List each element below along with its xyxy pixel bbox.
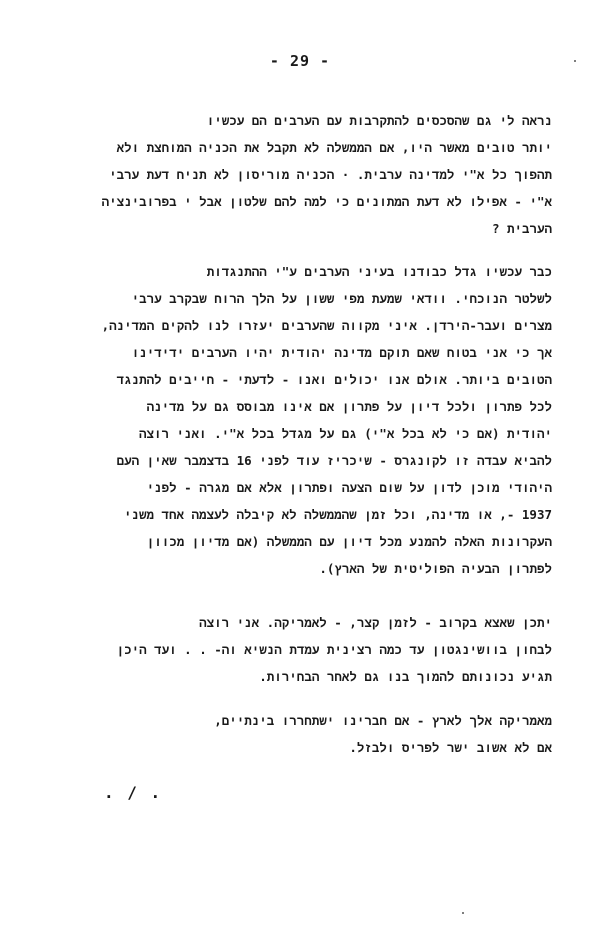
text-line: לשלטר הנוכחי. וודאי שמעת מפי ששון על הלך הרוח שבקרב ערבי (131, 291, 552, 306)
text-line: מצרים ועבר-הירדן. איני מקווה שהערבים יעזרו לנו להקים המדינה, (101, 318, 552, 333)
text-line: תגיע נכונותם להמוך בנו גם לאחר הבחירות. (259, 669, 552, 684)
text-line: יהודית (אם כי לא בכל א"י) גם על מגדל בכל א"י. ואני רוצה (139, 426, 552, 441)
text-line: לכל פתרון ולכל דיון על פתרון אם אינו מבוסס גם על מדינה (146, 399, 552, 414)
text-line: הערבית ? (491, 221, 552, 236)
text-line: אך כי אני בטוח שאם תוקם מדינה יהודית יהיו הערבים ידידינו (131, 345, 552, 360)
text-line: העקרונות האלה להמנע מכל דיון עם הממשלה (אם מדיון מכוון (146, 534, 552, 549)
scan-speck (574, 60, 576, 62)
scan-speck (462, 912, 464, 914)
text-line: 1937 -, או מדינה, וכל זמן שהממשלה לא קיבלה לעצמה אחד משני (123, 507, 552, 522)
text-line: תהפוך כל א"י למדינה ערבית. · הכניה מוריסון לא תניח דעת ערבי (109, 167, 552, 182)
text-line: יותר טובים מאשר היו, אם הממשלה לא תקבל את הכניה המוחצת ולא (116, 140, 552, 155)
text-line: אם לא אשוב ישר לפריס ולבזל. (349, 740, 552, 755)
text-line: להביא עבדה זו לקונגרס - שיכריז עוד לפני 16 בדצמבר שאין העם (116, 453, 552, 468)
text-line: היהודי מוכן לדון על שום הצעה ופתרון אלא אם מגרה - לפני (146, 480, 552, 495)
paragraph-3 (42, 609, 552, 690)
text-line: כבר עכשיו גדל כבודנו בעיני הערבים ע"י ההתנגדות (206, 264, 552, 279)
page-number: - 29 - (269, 52, 331, 70)
text-line: הטובים ביותר. אולם אנו יכולים ואנו - לדעתי - חייבים להתנגד (116, 372, 552, 387)
text-line: לבחון בוושינגטון עד כמה רצינית עמדת הנשיא וה- . . ועד היכן (116, 642, 552, 657)
text-line: נראה לי גם שהסכסים להתקרבות עם הערבים הם עכשיו (206, 113, 552, 128)
text-line: מאמריקה אלך לארץ - אם חברינו ישתחררו בינתיים, (214, 713, 552, 728)
text-line: לפתרון הבעיה הפוליטית של הארץ). (319, 561, 552, 576)
text-line: א"י - אפילו לא דעת המתונים כי למה להם שלטון אבל י בפרובינציה (101, 194, 552, 209)
paragraph-1 (42, 107, 552, 242)
text-line: יתכן שאצא בקרוב - לזמן קצר, - לאמריקה. אני רוצה (199, 615, 552, 630)
paragraph-4 (42, 707, 552, 761)
closing-mark: . / . (104, 783, 163, 802)
paragraph-2 (42, 258, 552, 582)
